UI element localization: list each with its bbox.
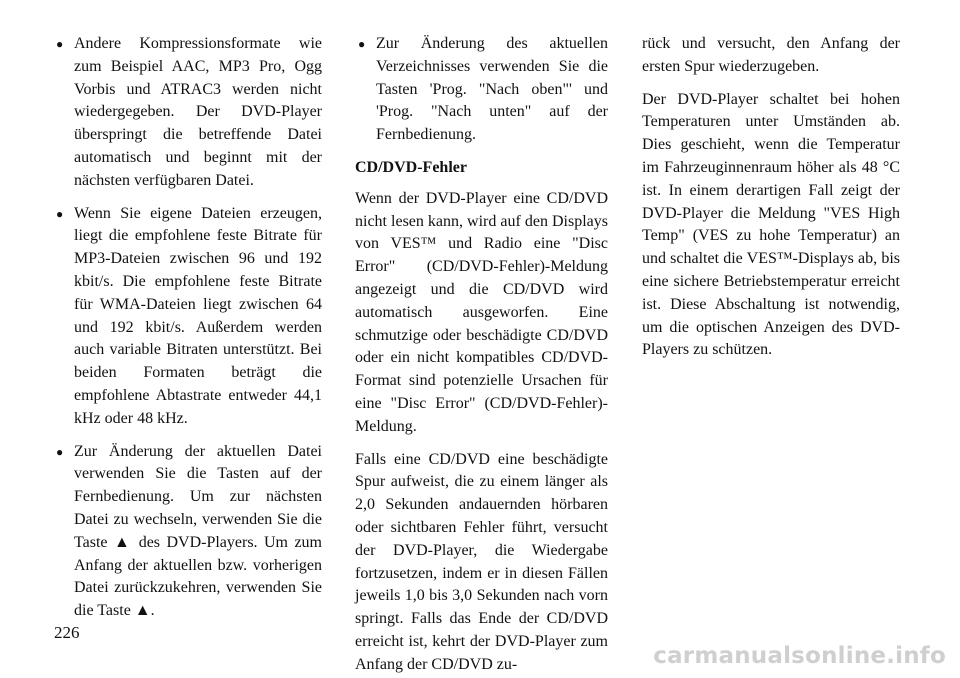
column-middle [355, 33, 608, 678]
list-item [53, 441, 322, 623]
list-item [53, 33, 322, 193]
column-left [53, 33, 322, 633]
column-right [642, 33, 900, 372]
paragraph: Falls eine CD/DVD eine beschädigte Spur aufweist, die zu einem länger als 2,0 Sekunden andauernden hörbaren oder sichtbaren Fehler führt, versucht der DVD-Player, die Wiedergabe fortzusetzen, indem er in diesen Fällen jeweils 1,0 bis 3,0 Sekunden nach vorn springt. Falls das Ende der CD/DVD erreicht ist, kehrt der DVD-Player zum Anfang der CD/DVD zu- [355, 450, 608, 673]
bullet-list [53, 33, 322, 623]
bullet-icon: ● [56, 444, 64, 459]
bullet-icon: ● [56, 206, 64, 221]
bullet-icon: ● [56, 37, 64, 51]
paragraph: rück und versucht, den Anfang der ersten Spur wiederzugeben. [642, 35, 900, 75]
list-item-text: Zur Änderung der aktuellen Datei verwenden Sie die Tasten auf der Fernbedienung. Um zur nächsten Datei zu wechseln, verwenden Sie die Taste ▲ des DVD-Players. Um zum Anfang der aktuellen bzw. vorherigen Datei zurückzukehren, verwenden Sie die Taste ▲. [74, 442, 322, 620]
bullet-list [355, 33, 608, 147]
paragraph: Wenn der DVD-Player eine CD/DVD nicht lesen kann, wird auf den Displays von VES™ und Radio eine "Disc Error" (CD/DVD-Fehler)-Meldung angezeigt und die CD/DVD wird automatisch ausgeworfen. Eine schmutzige oder beschädigte CD/DVD oder ein nicht kompatibles CD/DVD-Format sind potenzielle Ursachen für eine "Disc Error" (CD/DVD-Fehler)-Meldung. [355, 189, 608, 435]
page-number: 226 [54, 623, 80, 642]
list-item [53, 203, 322, 431]
bullet-icon: ● [358, 37, 366, 51]
watermark: carmanualsonline.info [653, 643, 946, 669]
section-heading: CD/DVD-Fehler [355, 158, 467, 176]
list-item-text: Zur Änderung des aktuellen Verzeichnisses verwenden Sie die Tasten 'Prog. "Nach oben"' und 'Prog. "Nach unten" auf der Fernbedienung. [376, 35, 608, 144]
list-item-text: Wenn Sie eigene Dateien erzeugen, liegt die empfohlene feste Bitrate für MP3-Dateien zwischen 96 und 192 kbit/s. Die empfohlene feste Bitrate für WMA-Dateien liegt zwischen 64 und 192 kbit/s. Außerdem werden auch variable Bitraten unterstützt. Bei beiden Formaten beträgt die empfohlene Abtastrate entweder 44,1 kHz oder 48 kHz. [74, 204, 322, 427]
paragraph: Der DVD-Player schaltet bei hohen Temperaturen unter Umständen ab. Dies geschieht, wenn die Temperatur im Fahrzeuginnenraum höher als 48 °C ist. In einem derartigen Fall zeigt der DVD-Player die Meldung "VES High Temp" (VES zu hohe Temperatur) an und schaltet die VES™-Displays ab, bis eine sichere Betriebstemperatur erreicht ist. Diese Abschaltung ist notwendig, um die optischen Anzeigen des DVD-Players zu schützen. [642, 90, 900, 359]
list-item [355, 33, 608, 147]
list-item-text: Andere Kompressionsformate wie zum Beispiel AAC, MP3 Pro, Ogg Vorbis und ATRAC3 werden nicht wiedergegeben. Der DVD-Player überspringt die betreffende Datei automatisch und beginnt mit der nächsten verfügbaren Datei. [74, 35, 322, 189]
